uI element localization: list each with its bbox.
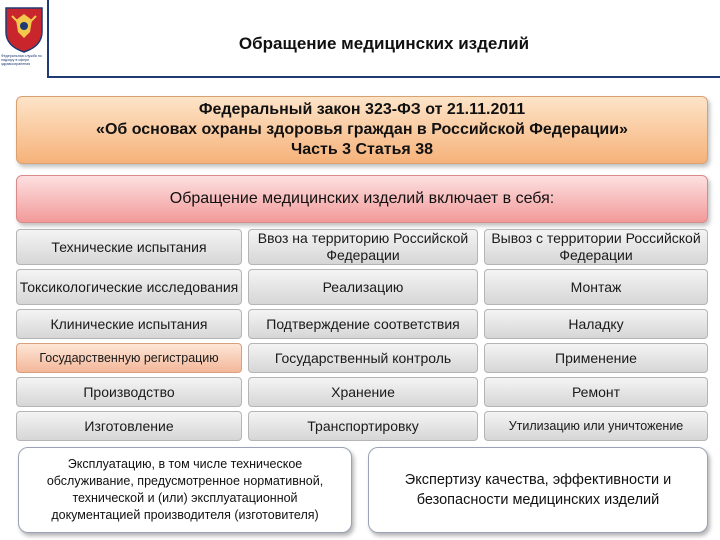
activity-export: Вывоз с территории Российской Федерации — [484, 229, 708, 265]
activity-state-registration: Государственную регистрацию — [16, 343, 242, 373]
includes-heading: Обращение медицинских изделий включает в себя: — [16, 175, 708, 223]
activity-adjustment: Наладку — [484, 309, 708, 339]
law-title: Федеральный закон 323-ФЗ от 21.11.2011 — [198, 101, 526, 118]
activity-expertise: Экспертизу качества, эффективности и безопасности медицинских изделий — [368, 447, 708, 533]
activity-clinical-trials: Клинические испытания — [16, 309, 242, 339]
page-title: Обращение медицинских изделий — [238, 34, 530, 53]
activity-repair: Ремонт — [484, 377, 708, 407]
activity-transportation: Транспортировку — [248, 411, 478, 441]
law-article: Часть 3 Статья 38 — [290, 141, 434, 158]
activity-manufacturing: Изготовление — [16, 411, 242, 441]
activity-storage: Хранение — [248, 377, 478, 407]
activity-state-control: Государственный контроль — [248, 343, 478, 373]
activity-conformity-confirmation: Подтверждение соответствия — [248, 309, 478, 339]
activity-installation: Монтаж — [484, 269, 708, 305]
activity-disposal: Утилизацию или уничтожение — [484, 411, 708, 441]
activity-use: Применение — [484, 343, 708, 373]
activity-production: Производство — [16, 377, 242, 407]
law-name: «Об основах охраны здоровья граждан в Российской Федерации» — [96, 121, 628, 138]
activity-sale: Реализацию — [248, 269, 478, 305]
activity-import: Ввоз на территорию Российской Федерации — [248, 229, 478, 265]
logo-caption: Федеральная служба по надзору в сфере здравоохранения — [1, 54, 42, 67]
activity-toxicology: Токсикологические исследования — [16, 269, 242, 305]
header-divider-horizontal — [47, 76, 720, 78]
activity-technical-tests: Технические испытания — [16, 229, 242, 265]
law-reference-box — [16, 96, 708, 164]
activity-operation: Эксплуатацию, в том числе техническое обслуживание, предусмотренное нормативной, технической и (или) эксплуатационной документацией производителя (изготовителя) — [18, 447, 352, 533]
